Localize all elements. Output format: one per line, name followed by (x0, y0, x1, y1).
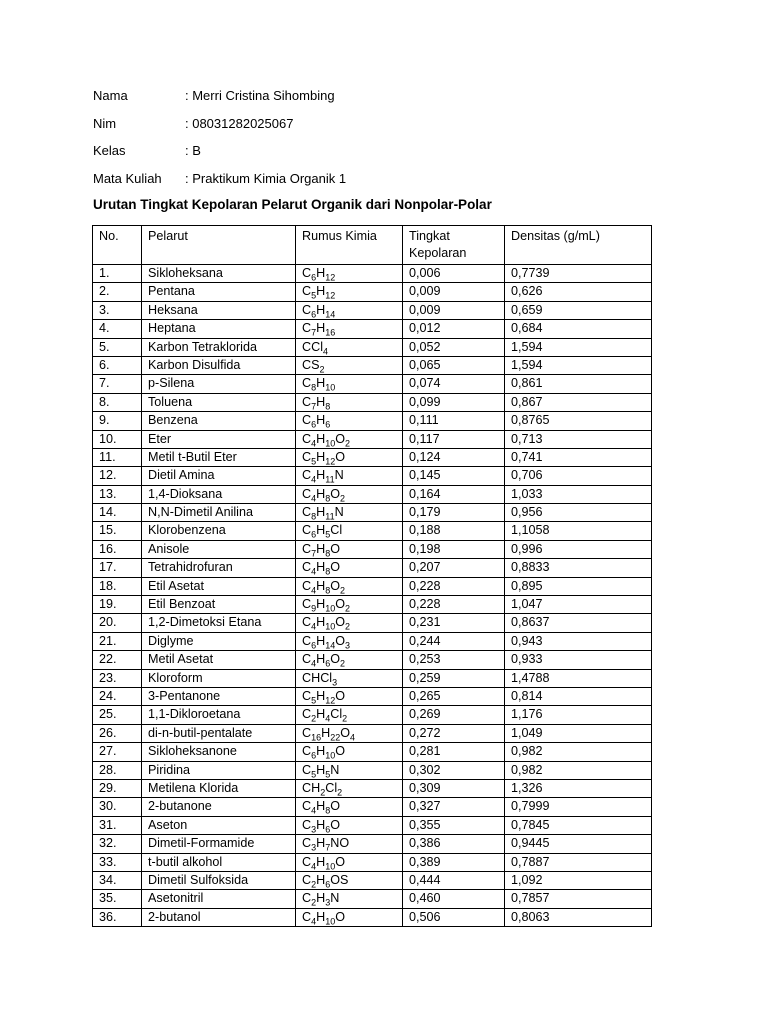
cell-rumus-kimia: $C_4H_6O_2$ (296, 651, 403, 669)
table-row (93, 412, 652, 430)
cell-rumus-kimia: $C_2H_3N$ (296, 890, 403, 908)
info-value: : Merri Cristina Sihombing (185, 88, 335, 103)
cell-rumus-kimia: $C_6H_5Cl$ (296, 522, 403, 540)
cell-rumus-kimia: $C_5H_5N$ (296, 761, 403, 779)
cell-densitas: 1,092 (505, 871, 652, 889)
cell-rumus-kimia: CCl$_4$ (296, 338, 403, 356)
cell-rumus-kimia: $C_4H_{10}O_2$ (296, 430, 403, 448)
cell-densitas: 0,895 (505, 577, 652, 595)
cell-tingkat-kepolaran: 0,302 (403, 761, 505, 779)
cell-densitas: 0,741 (505, 448, 652, 466)
cell-densitas: 0,7999 (505, 798, 652, 816)
cell-densitas: 0,626 (505, 283, 652, 301)
cell-pelarut: N,N-Dimetil Anilina (142, 504, 296, 522)
cell-no: 18. (93, 577, 142, 595)
cell-densitas: 1,594 (505, 338, 652, 356)
cell-pelarut: Piridina (142, 761, 296, 779)
cell-densitas: 0,933 (505, 651, 652, 669)
cell-no: 15. (93, 522, 142, 540)
cell-pelarut: di-n-butil-pentalate (142, 724, 296, 742)
cell-tingkat-kepolaran: 0,259 (403, 669, 505, 687)
cell-no: 7. (93, 375, 142, 393)
cell-pelarut: Asetonitril (142, 890, 296, 908)
cell-densitas: 1,033 (505, 485, 652, 503)
cell-no: 29. (93, 779, 142, 797)
cell-densitas: 0,8833 (505, 559, 652, 577)
table-row (93, 724, 652, 742)
cell-rumus-kimia: $C_5H_{12}O$ (296, 687, 403, 705)
cell-pelarut: Dimetil-Formamide (142, 835, 296, 853)
cell-rumus-kimia: $C_4H_{10}O$ (296, 908, 403, 926)
info-row-mata-kuliah (93, 169, 346, 197)
cell-densitas: 1,049 (505, 724, 652, 742)
cell-tingkat-kepolaran: 0,145 (403, 467, 505, 485)
cell-rumus-kimia: $C_4H_8O_2$ (296, 577, 403, 595)
cell-no: 28. (93, 761, 142, 779)
table-row (93, 522, 652, 540)
cell-rumus-kimia: $CH_2Cl_2$ (296, 779, 403, 797)
cell-densitas: 1,176 (505, 706, 652, 724)
cell-tingkat-kepolaran: 0,117 (403, 430, 505, 448)
table-row (93, 853, 652, 871)
table-row (93, 504, 652, 522)
table-row (93, 540, 652, 558)
table-row (93, 320, 652, 338)
cell-densitas: 0,659 (505, 301, 652, 319)
cell-no: 22. (93, 651, 142, 669)
cell-pelarut: Tetrahidrofuran (142, 559, 296, 577)
table-row (93, 908, 652, 926)
header-densitas: Densitas (g/mL) (505, 226, 652, 265)
cell-tingkat-kepolaran: 0,389 (403, 853, 505, 871)
cell-tingkat-kepolaran: 0,099 (403, 393, 505, 411)
cell-densitas: 0,8637 (505, 614, 652, 632)
cell-pelarut: Pentana (142, 283, 296, 301)
cell-densitas: 0,956 (505, 504, 652, 522)
table-row (93, 393, 652, 411)
table-row (93, 632, 652, 650)
cell-no: 10. (93, 430, 142, 448)
cell-rumus-kimia: $C_3H_7NO$ (296, 835, 403, 853)
cell-densitas: 0,7845 (505, 816, 652, 834)
cell-tingkat-kepolaran: 0,052 (403, 338, 505, 356)
cell-pelarut: Karbon Disulfida (142, 356, 296, 374)
info-value: : B (185, 143, 201, 159)
cell-rumus-kimia: $C_6H_{12}$ (296, 265, 403, 283)
cell-pelarut: Heksana (142, 301, 296, 319)
info-row-nim (93, 114, 346, 142)
cell-densitas: 0,982 (505, 761, 652, 779)
table-row (93, 743, 652, 761)
cell-no: 26. (93, 724, 142, 742)
table-row (93, 706, 652, 724)
cell-rumus-kimia: $C_7H_8O$ (296, 540, 403, 558)
cell-pelarut: Metil Asetat (142, 651, 296, 669)
table-row (93, 761, 652, 779)
table-row (93, 356, 652, 374)
cell-rumus-kimia: $C_7H_8$ (296, 393, 403, 411)
cell-pelarut: Benzena (142, 412, 296, 430)
info-row-nama (93, 86, 346, 114)
cell-rumus-kimia: $C_{16}H_{22}O_4$ (296, 724, 403, 742)
cell-no: 5. (93, 338, 142, 356)
table-row (93, 338, 652, 356)
cell-densitas: 0,861 (505, 375, 652, 393)
cell-no: 31. (93, 816, 142, 834)
cell-rumus-kimia: $C_4H_{10}O_2$ (296, 614, 403, 632)
table-row (93, 265, 652, 283)
cell-densitas: 0,867 (505, 393, 652, 411)
cell-pelarut: Heptana (142, 320, 296, 338)
cell-no: 12. (93, 467, 142, 485)
info-label: Kelas (93, 143, 126, 159)
cell-densitas: 0,713 (505, 430, 652, 448)
info-label: Nim (93, 115, 117, 131)
cell-pelarut: 1,2-Dimetoksi Etana (142, 614, 296, 632)
table-row (93, 448, 652, 466)
cell-tingkat-kepolaran: 0,065 (403, 356, 505, 374)
cell-rumus-kimia: $C_5H_{12}$ (296, 283, 403, 301)
cell-tingkat-kepolaran: 0,281 (403, 743, 505, 761)
cell-pelarut: Klorobenzena (142, 522, 296, 540)
table-row (93, 835, 652, 853)
cell-tingkat-kepolaran: 0,012 (403, 320, 505, 338)
cell-pelarut: Eter (142, 430, 296, 448)
cell-no: 2. (93, 283, 142, 301)
cell-pelarut: Sikloheksana (142, 265, 296, 283)
cell-no: 14. (93, 504, 142, 522)
cell-pelarut: Dimetil Sulfoksida (142, 871, 296, 889)
cell-no: 34. (93, 871, 142, 889)
cell-rumus-kimia: $C_6H_6$ (296, 412, 403, 430)
cell-no: 21. (93, 632, 142, 650)
cell-densitas: 1,326 (505, 779, 652, 797)
table-row (93, 301, 652, 319)
cell-tingkat-kepolaran: 0,444 (403, 871, 505, 889)
cell-no: 11. (93, 448, 142, 466)
cell-tingkat-kepolaran: 0,006 (403, 265, 505, 283)
cell-rumus-kimia: $C_4H_8O_2$ (296, 485, 403, 503)
cell-tingkat-kepolaran: 0,265 (403, 687, 505, 705)
cell-tingkat-kepolaran: 0,253 (403, 651, 505, 669)
cell-tingkat-kepolaran: 0,124 (403, 448, 505, 466)
cell-densitas: 1,1058 (505, 522, 652, 540)
cell-densitas: 0,7857 (505, 890, 652, 908)
info-label: Nama (93, 88, 128, 103)
cell-no: 13. (93, 485, 142, 503)
cell-tingkat-kepolaran: 0,309 (403, 779, 505, 797)
cell-densitas: 0,982 (505, 743, 652, 761)
table-body (93, 265, 652, 927)
cell-no: 25. (93, 706, 142, 724)
cell-pelarut: Dietil Amina (142, 467, 296, 485)
table-row (93, 798, 652, 816)
table-row (93, 651, 652, 669)
cell-densitas: 0,7739 (505, 265, 652, 283)
table-row (93, 283, 652, 301)
cell-rumus-kimia: $C_8H_{10}$ (296, 375, 403, 393)
header-pelarut: Pelarut (142, 226, 296, 265)
cell-no: 16. (93, 540, 142, 558)
cell-no: 4. (93, 320, 142, 338)
cell-pelarut: Etil Benzoat (142, 596, 296, 614)
table-row (93, 687, 652, 705)
cell-no: 17. (93, 559, 142, 577)
table-row (93, 779, 652, 797)
cell-rumus-kimia: $C_2H_4Cl_2$ (296, 706, 403, 724)
table-row (93, 871, 652, 889)
cell-tingkat-kepolaran: 0,327 (403, 798, 505, 816)
cell-rumus-kimia: $C_7H_{16}$ (296, 320, 403, 338)
cell-tingkat-kepolaran: 0,355 (403, 816, 505, 834)
header-tingkat-kepolaran: Tingkat Kepolaran (403, 226, 505, 265)
cell-densitas: 1,047 (505, 596, 652, 614)
cell-tingkat-kepolaran: 0,009 (403, 283, 505, 301)
cell-tingkat-kepolaran: 0,272 (403, 724, 505, 742)
cell-no: 32. (93, 835, 142, 853)
cell-pelarut: 3-Pentanone (142, 687, 296, 705)
info-label: Mata Kuliah (93, 170, 162, 186)
cell-tingkat-kepolaran: 0,074 (403, 375, 505, 393)
cell-rumus-kimia: $C_4H_{10}O$ (296, 853, 403, 871)
cell-tingkat-kepolaran: 0,231 (403, 614, 505, 632)
cell-densitas: 1,594 (505, 356, 652, 374)
cell-rumus-kimia: $C_4H_8O$ (296, 559, 403, 577)
cell-pelarut: Metil t-Butil Eter (142, 448, 296, 466)
cell-densitas: 0,7887 (505, 853, 652, 871)
cell-densitas: 1,4788 (505, 669, 652, 687)
cell-no: 3. (93, 301, 142, 319)
cell-densitas: 0,684 (505, 320, 652, 338)
cell-pelarut: Toluena (142, 393, 296, 411)
table-row (93, 430, 652, 448)
cell-densitas: 0,8063 (505, 908, 652, 926)
table-row (93, 614, 652, 632)
cell-pelarut: t-butil alkohol (142, 853, 296, 871)
cell-tingkat-kepolaran: 0,179 (403, 504, 505, 522)
cell-tingkat-kepolaran: 0,228 (403, 577, 505, 595)
cell-tingkat-kepolaran: 0,207 (403, 559, 505, 577)
cell-rumus-kimia: $C_5H_{12}O$ (296, 448, 403, 466)
cell-no: 8. (93, 393, 142, 411)
cell-no: 35. (93, 890, 142, 908)
cell-tingkat-kepolaran: 0,188 (403, 522, 505, 540)
info-value: : Praktikum Kimia Organik 1 (185, 170, 347, 186)
table-row (93, 890, 652, 908)
cell-no: 6. (93, 356, 142, 374)
cell-tingkat-kepolaran: 0,009 (403, 301, 505, 319)
cell-tingkat-kepolaran: 0,244 (403, 632, 505, 650)
cell-tingkat-kepolaran: 0,111 (403, 412, 505, 430)
cell-tingkat-kepolaran: 0,269 (403, 706, 505, 724)
table-row (93, 559, 652, 577)
info-value: : 08031282025067 (185, 115, 294, 131)
cell-rumus-kimia: $C_4H_{11}N$ (296, 467, 403, 485)
cell-tingkat-kepolaran: 0,228 (403, 596, 505, 614)
cell-no: 9. (93, 412, 142, 430)
cell-pelarut: 2-butanol (142, 908, 296, 926)
cell-densitas: 0,996 (505, 540, 652, 558)
cell-pelarut: Sikloheksanone (142, 743, 296, 761)
cell-no: 36. (93, 908, 142, 926)
table-row (93, 816, 652, 834)
cell-rumus-kimia: $C_6H_{14}$ (296, 301, 403, 319)
table-header-row (93, 226, 652, 265)
cell-pelarut: 2-butanone (142, 798, 296, 816)
table-row (93, 375, 652, 393)
cell-no: 1. (93, 265, 142, 283)
cell-rumus-kimia: $C_2H_6OS$ (296, 871, 403, 889)
student-info (93, 86, 346, 196)
cell-no: 24. (93, 687, 142, 705)
cell-no: 27. (93, 743, 142, 761)
cell-tingkat-kepolaran: 0,506 (403, 908, 505, 926)
table-row (93, 485, 652, 503)
header-no: No. (93, 226, 142, 265)
cell-rumus-kimia: $C_8H_{11}N$ (296, 504, 403, 522)
header-rumus-kimia: Rumus Kimia (296, 226, 403, 265)
cell-no: 23. (93, 669, 142, 687)
document-title: Urutan Tingkat Kepolaran Pelarut Organik dari Nonpolar-Polar (93, 197, 492, 212)
cell-densitas: 0,9445 (505, 835, 652, 853)
cell-no: 19. (93, 596, 142, 614)
cell-pelarut: Aseton (142, 816, 296, 834)
cell-pelarut: Anisole (142, 540, 296, 558)
cell-densitas: 0,8765 (505, 412, 652, 430)
cell-tingkat-kepolaran: 0,460 (403, 890, 505, 908)
info-row-kelas (93, 141, 346, 169)
cell-rumus-kimia: $C_6H_{14}O_3$ (296, 632, 403, 650)
cell-densitas: 0,706 (505, 467, 652, 485)
cell-rumus-kimia: $C_3H_6O$ (296, 816, 403, 834)
cell-no: 20. (93, 614, 142, 632)
cell-densitas: 0,943 (505, 632, 652, 650)
cell-pelarut: Karbon Tetraklorida (142, 338, 296, 356)
cell-pelarut: Kloroform (142, 669, 296, 687)
cell-rumus-kimia: $C_6H_{10}O$ (296, 743, 403, 761)
cell-pelarut: 1,4-Dioksana (142, 485, 296, 503)
cell-densitas: 0,814 (505, 687, 652, 705)
solvent-polarity-table (92, 225, 652, 927)
cell-no: 30. (93, 798, 142, 816)
cell-pelarut: Diglyme (142, 632, 296, 650)
table-row (93, 596, 652, 614)
table-row (93, 669, 652, 687)
cell-rumus-kimia: CHCl$_3$ (296, 669, 403, 687)
cell-tingkat-kepolaran: 0,386 (403, 835, 505, 853)
cell-tingkat-kepolaran: 0,164 (403, 485, 505, 503)
cell-rumus-kimia: $C_4H_8O$ (296, 798, 403, 816)
cell-rumus-kimia: $C_9H_{10}O_2$ (296, 596, 403, 614)
table-row (93, 577, 652, 595)
cell-no: 33. (93, 853, 142, 871)
cell-pelarut: Etil Asetat (142, 577, 296, 595)
cell-pelarut: 1,1-Dikloroetana (142, 706, 296, 724)
cell-pelarut: p-Silena (142, 375, 296, 393)
cell-tingkat-kepolaran: 0,198 (403, 540, 505, 558)
cell-rumus-kimia: $CS_2$ (296, 356, 403, 374)
table-row (93, 467, 652, 485)
cell-pelarut: Metilena Klorida (142, 779, 296, 797)
